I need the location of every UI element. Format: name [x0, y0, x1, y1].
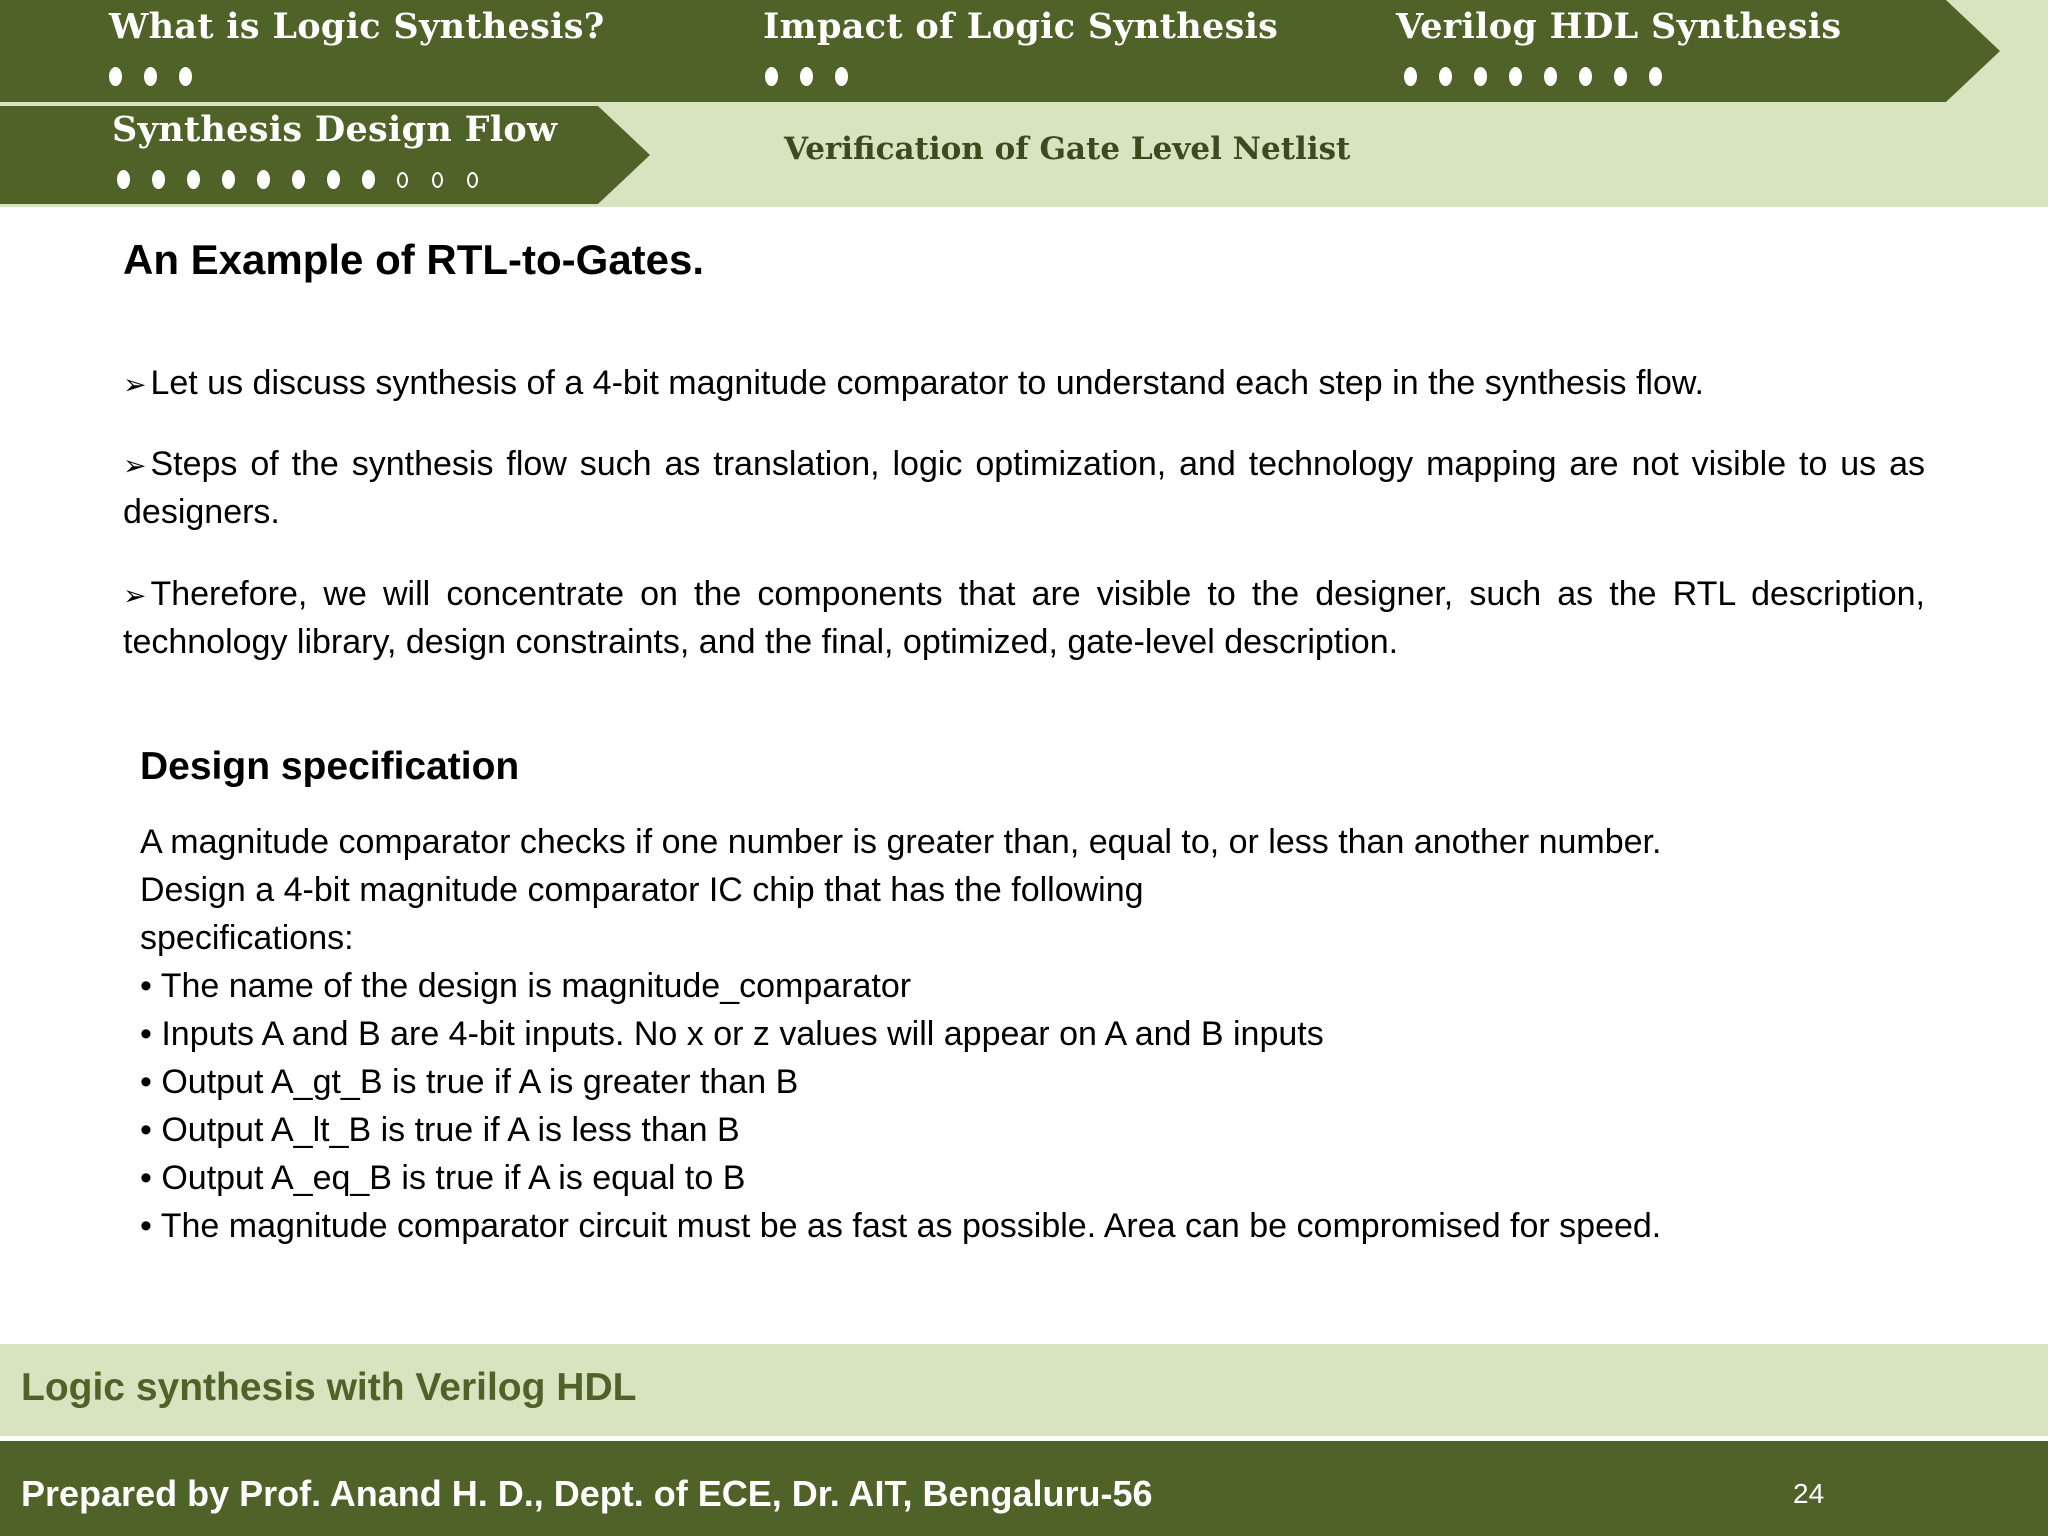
author-credit: Prepared by Prof. Anand H. D., Dept. of ECE, Dr. AIT, Bengaluru-56: [21, 1473, 1153, 1514]
bullet-text: Let us discuss synthesis of a 4-bit magnitude comparator to understand each step in the synthesis flow.: [150, 364, 1704, 402]
spec-list-item: • Output A_gt_B is true if A is greater than B: [140, 1063, 799, 1101]
slide-title: An Example of RTL-to-Gates.: [123, 236, 705, 283]
spec-intro-line: Design a 4-bit magnitude comparator IC chip that has the following: [140, 871, 1144, 909]
bullet-item: [123, 360, 1925, 408]
bullet-item: [123, 441, 1925, 536]
nav-progress-dots: [765, 67, 870, 86]
arrow-bullet-icon: ➢: [123, 368, 147, 401]
nav-progress-dots: [117, 170, 502, 189]
spec-list-item: • The name of the design is magnitude_comparator: [140, 967, 912, 1005]
spec-heading: Design specification: [140, 745, 520, 788]
spec-list-item: • The magnitude comparator circuit must be as fast as possible. Area can be compromised for speed.: [140, 1207, 1662, 1245]
spec-list-item: • Output A_lt_B is true if A is less than B: [140, 1111, 740, 1149]
bullet-text: Therefore, we will concentrate on the components that are visible to the designer, such as the RTL description, technology library, design constraints, and the final, optimized, gate-level description.: [123, 575, 1925, 661]
nav-item-what-is-logic-synthesis[interactable]: What is Logic Synthesis?: [109, 6, 605, 47]
bullet-item: [123, 571, 1925, 666]
arrow-bullet-icon: ➢: [123, 579, 147, 612]
nav-progress-dots: [109, 67, 214, 86]
arrow-bullet-icon: ➢: [123, 449, 147, 482]
course-title: Logic synthesis with Verilog HDL: [21, 1366, 637, 1409]
page-number: 24: [1793, 1478, 1825, 1509]
spec-block: [140, 818, 1940, 1250]
spec-list-item: • Output A_eq_B is true if A is equal to B: [140, 1159, 746, 1197]
spec-list-item: • Inputs A and B are 4-bit inputs. No x or z values will appear on A and B inputs: [140, 1015, 1324, 1053]
spec-intro-line: A magnitude comparator checks if one number is greater than, equal to, or less than another number.: [140, 823, 1662, 861]
spec-intro-line: specifications:: [140, 919, 354, 957]
bullet-text: Steps of the synthesis flow such as translation, logic optimization, and technology mapping are not visible to us as designers.: [123, 445, 1925, 531]
current-section-label: Verification of Gate Level Netlist: [784, 131, 1351, 167]
nav-item-synthesis-design-flow[interactable]: Synthesis Design Flow: [112, 109, 558, 150]
nav-item-verilog-hdl-synthesis[interactable]: Verilog HDL Synthesis: [1396, 6, 1842, 47]
nav-item-impact-of-logic-synthesis[interactable]: Impact of Logic Synthesis: [763, 6, 1279, 47]
nav-progress-dots: [1404, 67, 1684, 86]
